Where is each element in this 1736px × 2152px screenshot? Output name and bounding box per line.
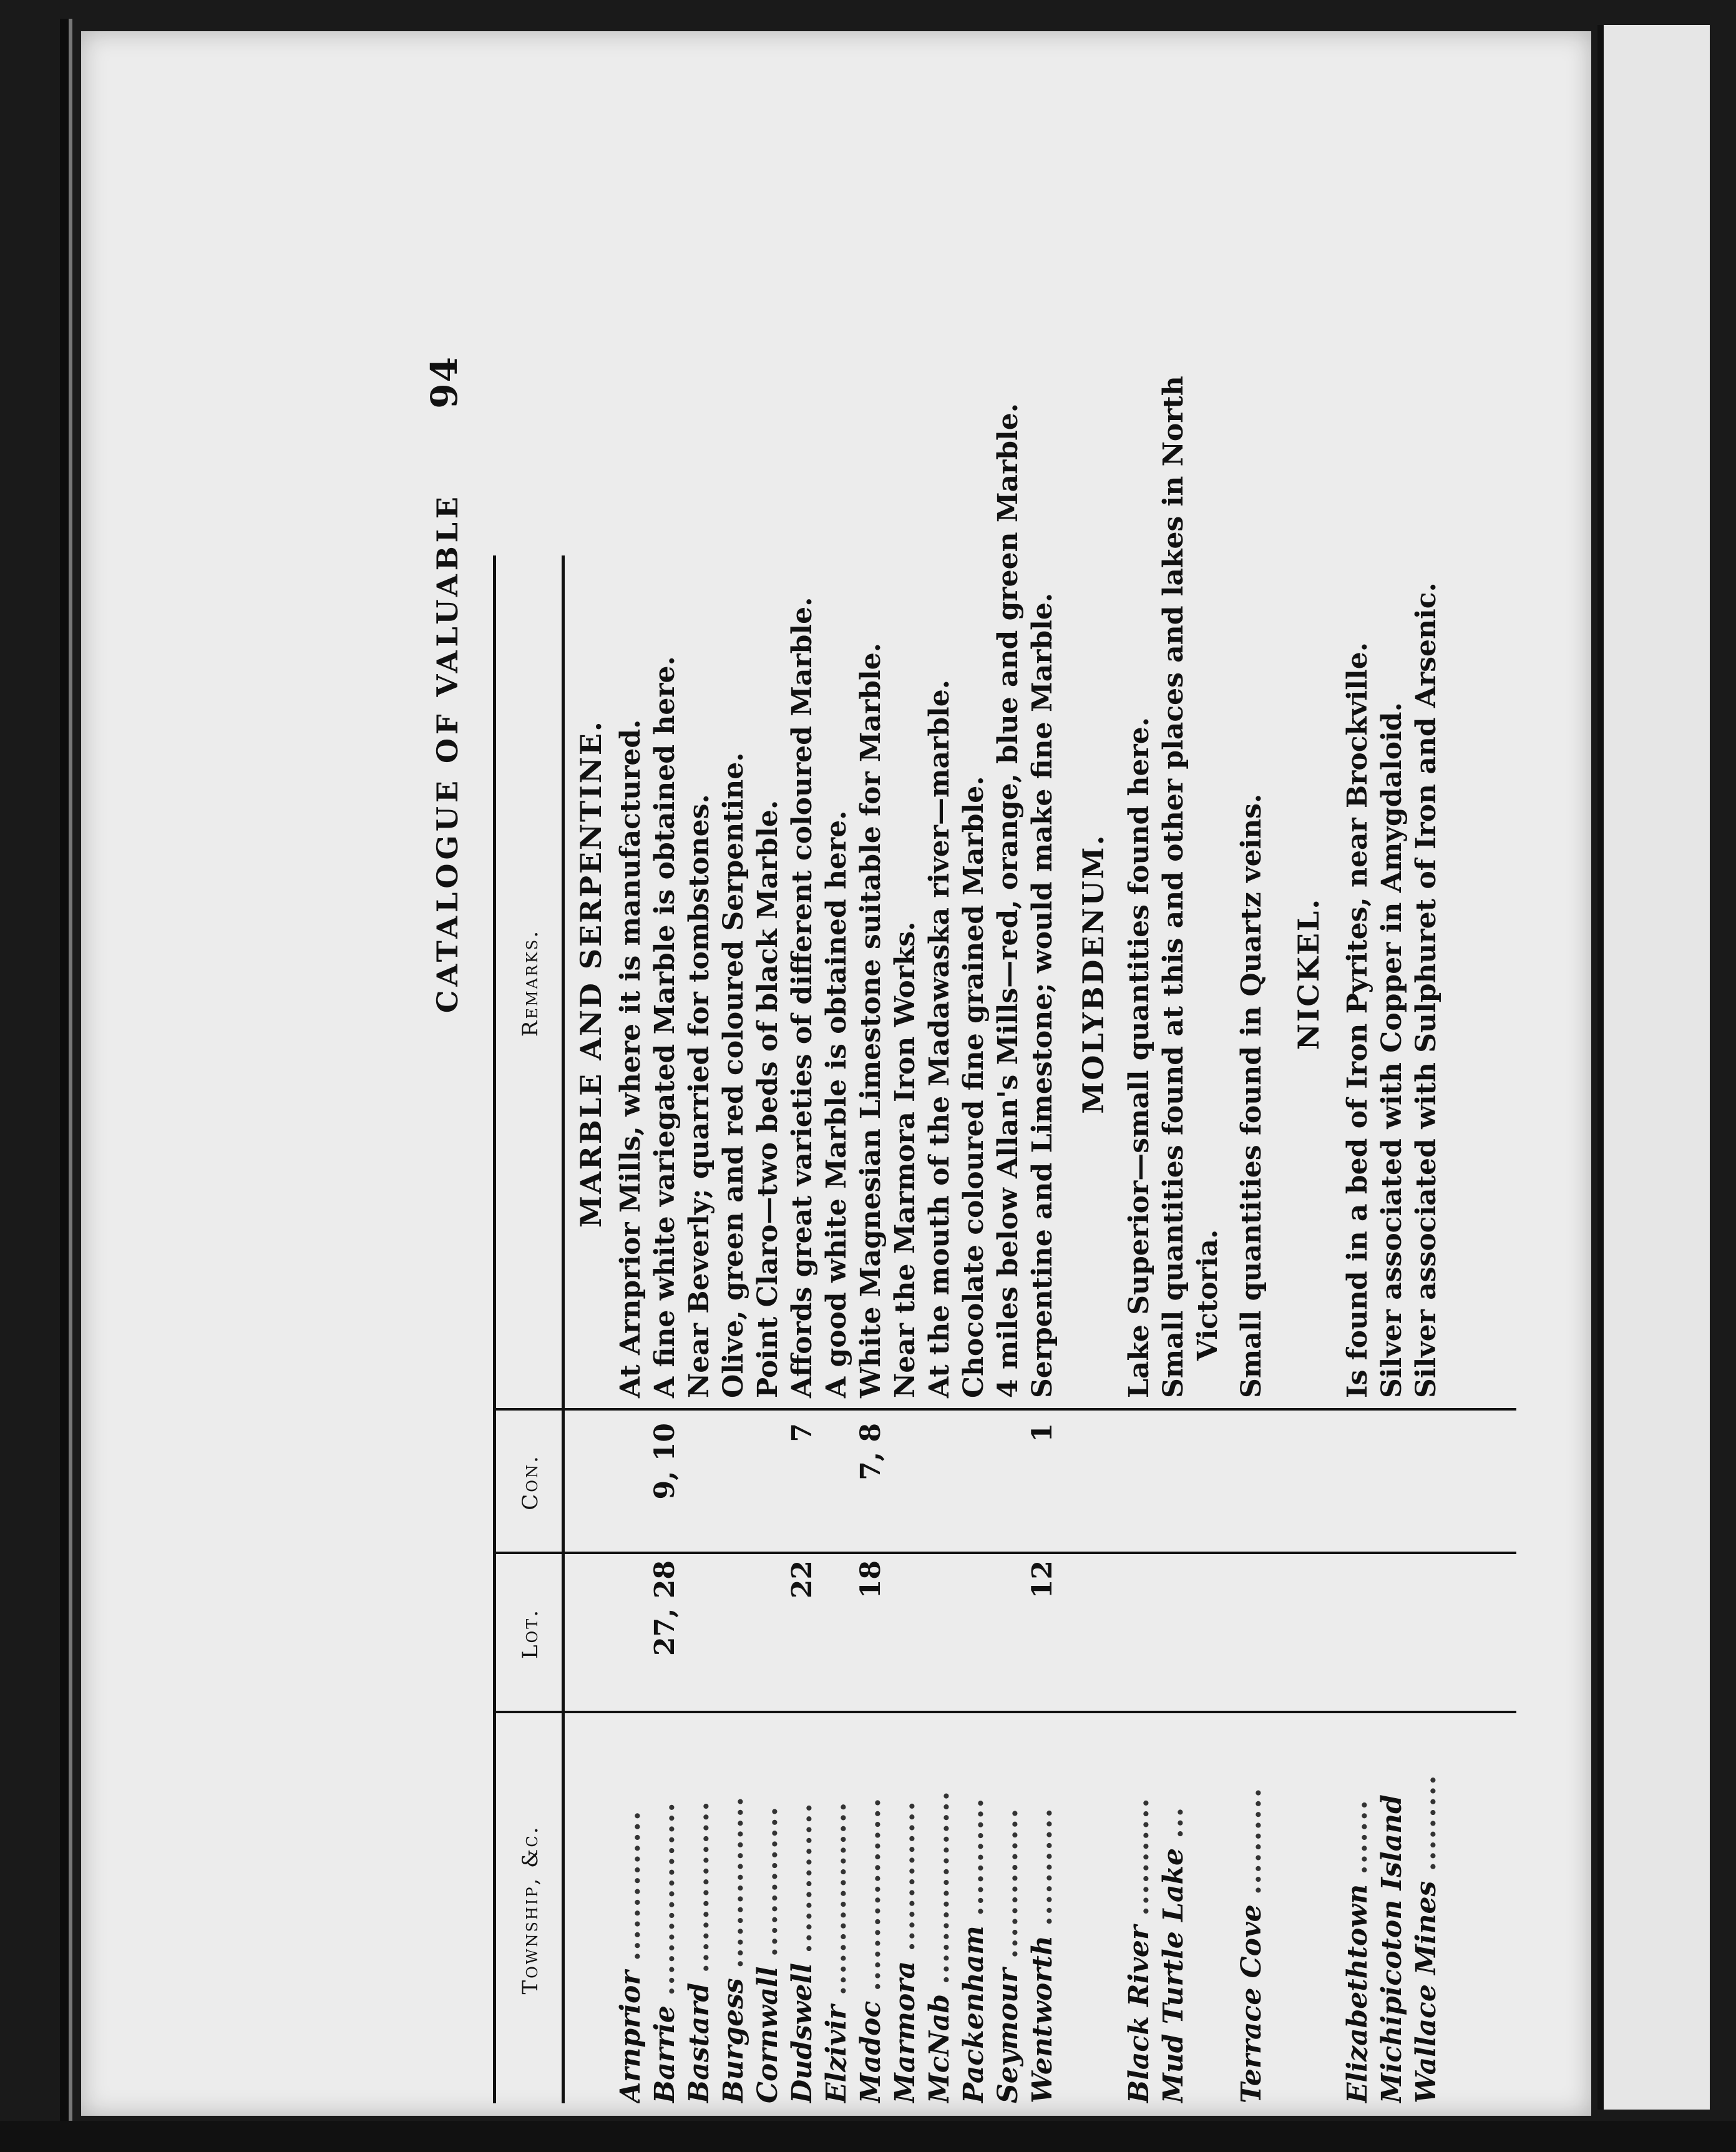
table-top-rule xyxy=(493,555,496,2103)
township-cell: Elzivir .................. xyxy=(821,1801,852,2103)
lot-cell: 18 xyxy=(855,1560,887,1599)
table-row xyxy=(649,555,684,2103)
section-heading-marble: MARBLE AND SERPENTINE. xyxy=(574,720,608,1228)
remarks-cell: Near the Marmora Iron Works. xyxy=(889,921,921,1398)
lot-cell: 27, 28 xyxy=(649,1560,681,1656)
table-row xyxy=(1342,555,1377,2103)
con-cell: 1 xyxy=(1026,1423,1058,1442)
table-row xyxy=(1026,555,1061,2103)
remarks-cell: At Arnprior Mills, where it is manufactured. xyxy=(615,719,646,1398)
scanned-page xyxy=(81,31,1591,2116)
table-row xyxy=(1123,555,1158,2103)
township-cell: Dudswell .............. xyxy=(786,1802,818,2103)
township-cell: Burgess ................ xyxy=(718,1795,749,2103)
township-cell: Elizabethtown ....... xyxy=(1342,1799,1373,2103)
remarks-cell: Victoria. xyxy=(1192,1229,1224,1361)
con-cell: 9, 10 xyxy=(649,1423,681,1500)
remarks-cell: A fine white variegated Marble is obtained here. xyxy=(649,656,681,1398)
remarks-cell: Silver associated with Sulphuret of Iron and Arsenic. xyxy=(1410,582,1442,1398)
minerals-table xyxy=(493,376,1616,2103)
table-row xyxy=(855,555,890,2103)
remarks-cell: Serpentine and Limestone; would make fine Marble. xyxy=(1026,592,1058,1398)
running-head-title: CATALOGUE OF VALUABLE xyxy=(431,493,464,1014)
section-heading-nickel: NICKEL. xyxy=(1292,897,1325,1050)
township-cell: Bastard ................ xyxy=(683,1800,715,2103)
remarks-cell: Chocolate coloured fine grained Marble. xyxy=(958,776,990,1398)
remarks-cell: Near Beverly; quarried for tombstones. xyxy=(683,794,715,1398)
remarks-cell: Small quantities found at this and other places and lakes in North xyxy=(1158,376,1189,1398)
township-cell: Seymour .............. xyxy=(992,1807,1024,2103)
adjacent-page-edge xyxy=(1597,25,1710,2110)
township-cell: Wentworth ........... xyxy=(1026,1807,1058,2103)
township-cell: McNab .................. xyxy=(924,1789,955,2103)
column-header-township: Township, &c. xyxy=(518,1825,543,1995)
table-row xyxy=(992,403,1027,2103)
remarks-cell: Point Claro—two beds of black Marble. xyxy=(752,800,784,1398)
table-row xyxy=(683,555,718,2103)
remarks-cell: Is found in a bed of Iron Pyrites, near Brockville. xyxy=(1342,642,1373,1398)
header-bottom-rule xyxy=(562,555,565,2103)
table-row xyxy=(924,555,958,2103)
column-header-remarks: Remarks. xyxy=(518,929,543,1037)
table-row xyxy=(958,555,993,2103)
table-row xyxy=(1158,376,1192,2103)
remarks-cell: Affords great varieties of different coloured Marble. xyxy=(786,597,818,1398)
lot-cell: 22 xyxy=(786,1560,818,1599)
table-row xyxy=(821,555,856,2103)
table-row xyxy=(1192,555,1227,2103)
township-cell: Black River ........... xyxy=(1123,1797,1155,2103)
lot-cell: 12 xyxy=(1026,1560,1058,1599)
remarks-cell: Olive, green and red coloured Serpentine. xyxy=(718,752,749,1398)
township-cell: Packenham ........... xyxy=(958,1797,990,2103)
page-number: 94 xyxy=(423,356,466,409)
remarks-cell: White Magnesian Limestone suitable for Marble. xyxy=(855,642,887,1398)
township-cell: Arnprior .............. xyxy=(615,1809,646,2103)
township-cell: Barrie .................. xyxy=(649,1801,681,2103)
table-row xyxy=(889,555,924,2103)
township-cell: Mud Turtle Lake ... xyxy=(1158,1806,1189,2103)
scan-bottom-border xyxy=(0,2121,1736,2152)
remarks-cell: Small quantities found in Quartz veins. xyxy=(1236,793,1267,1398)
remarks-cell: Lake Superior—small quantities found here. xyxy=(1123,717,1155,1398)
table-row xyxy=(1376,555,1411,2103)
remarks-cell: At the mouth of the Madawaska river—marble. xyxy=(924,679,955,1398)
township-cell: Cornwall .............. xyxy=(752,1805,784,2103)
table-row xyxy=(615,555,650,2103)
table-row xyxy=(1236,555,1270,2103)
table-row xyxy=(786,555,821,2103)
township-cell: Madoc .................. xyxy=(855,1796,887,2103)
table-row xyxy=(752,555,787,2103)
rotated-page-content xyxy=(256,218,1654,2141)
section-heading-molybdenum: MOLYBDENUM. xyxy=(1076,833,1110,1114)
township-cell: Terrace Cove .......... xyxy=(1236,1786,1267,2103)
con-cell: 7, 8 xyxy=(855,1423,887,1480)
running-head xyxy=(423,306,468,2141)
township-cell: Wallace Mines ......... xyxy=(1410,1774,1442,2103)
column-header-con: Con. xyxy=(518,1454,543,1510)
township-cell: Michipicoton Island xyxy=(1376,1794,1408,2103)
remarks-cell: Silver associated with Copper in Amygdaloid. xyxy=(1376,702,1408,1398)
column-header-lot: Lot. xyxy=(518,1608,543,1660)
remarks-cell: 4 miles below Allan's Mills—red, orange, blue and green Marble. xyxy=(992,403,1024,1398)
table-row xyxy=(1410,555,1445,2103)
binding-edge xyxy=(60,19,72,2135)
con-cell: 7 xyxy=(786,1423,818,1442)
table-row xyxy=(718,555,753,2103)
township-cell: Marmora .............. xyxy=(889,1800,921,2103)
remarks-cell: A good white Marble is obtained here. xyxy=(821,810,852,1398)
